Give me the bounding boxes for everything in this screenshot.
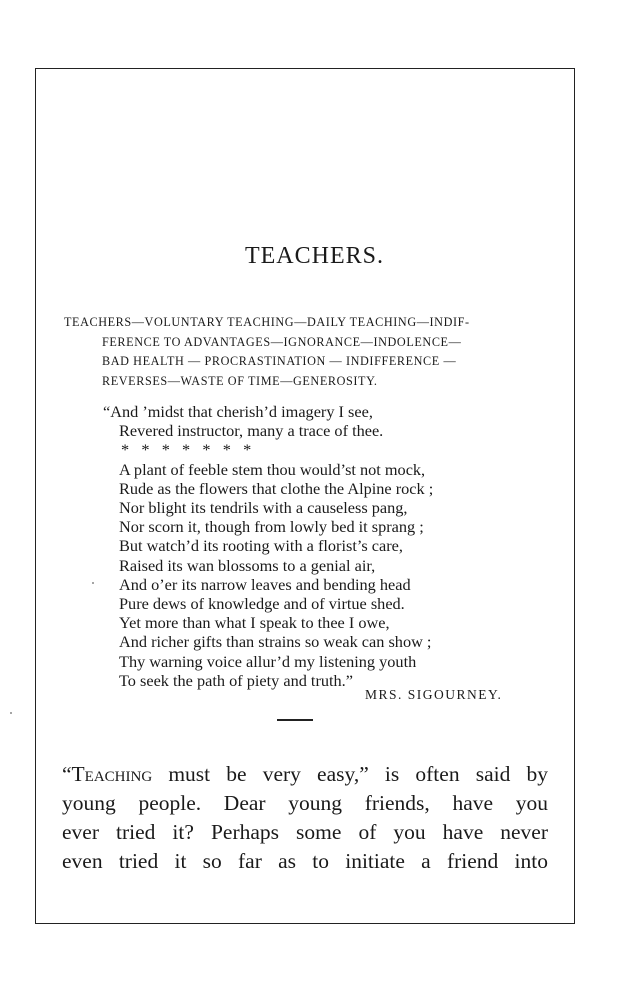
- poem-line: But watch’d its rooting with a florist’s care,: [119, 536, 403, 556]
- synopsis-line: BAD HEALTH — PROCRASTINATION — INDIFFERENCE —: [102, 354, 457, 368]
- poem-line: Nor scorn it, though from lowly bed it sprang ;: [119, 517, 424, 537]
- poem-line: Yet more than what I speak to thee I owe,: [119, 613, 390, 633]
- chapter-title: TEACHERS.: [244, 243, 384, 269]
- body-line: even tried it so far as to initiate a friend into: [62, 849, 548, 873]
- body-line-rest: must be very easy,” is often said by: [152, 762, 548, 786]
- poem-line: Revered instructor, many a trace of thee.: [119, 421, 384, 441]
- paper-speck: [10, 712, 12, 714]
- poem-line: Thy warning voice allur’d my listening youth: [119, 651, 417, 671]
- poem-line: And richer gifts than strains so weak can show ;: [119, 632, 432, 652]
- poem-line: Rude as the flowers that clothe the Alpine rock ;: [119, 478, 434, 498]
- epigraph-poem: [103, 402, 543, 690]
- poem-line: Raised its wan blossoms to a genial air,: [119, 555, 376, 575]
- section-divider: [277, 719, 313, 721]
- poem-line: Nor blight its tendrils with a causeless pang,: [119, 498, 408, 518]
- synopsis-line: TEACHERS—VOLUNTARY TEACHING—DAILY TEACHING—INDIF-: [64, 315, 470, 329]
- poem-line: To seek the path of piety and truth.”: [119, 670, 353, 690]
- poem-line: “And ’midst that cherish’d imagery I see,: [103, 402, 373, 421]
- opening-word: “Teaching: [62, 762, 153, 786]
- poem-ellipsis-stars: * * * * * * *: [121, 440, 252, 460]
- poem-line: A plant of feeble stem thou would’st not mock,: [119, 459, 426, 479]
- poem-attribution: MRS. SIGOURNEY.: [365, 687, 503, 702]
- poem-line: Pure dews of knowledge and of virtue shed.: [119, 594, 405, 614]
- body-line: ever tried it? Perhaps some of you have never: [62, 820, 548, 844]
- synopsis-line: FERENCE TO ADVANTAGES—IGNORANCE—INDOLENCE—: [102, 334, 462, 349]
- body-line: young people. Dear young friends, have you: [62, 791, 548, 815]
- paper-speck: [92, 582, 94, 584]
- synopsis-line: REVERSES—WASTE OF TIME—GENEROSITY.: [102, 373, 378, 388]
- poem-line: And o’er its narrow leaves and bending head: [119, 574, 411, 594]
- body-line: [62, 760, 548, 789]
- body-text: [62, 760, 548, 876]
- chapter-synopsis: [64, 313, 564, 391]
